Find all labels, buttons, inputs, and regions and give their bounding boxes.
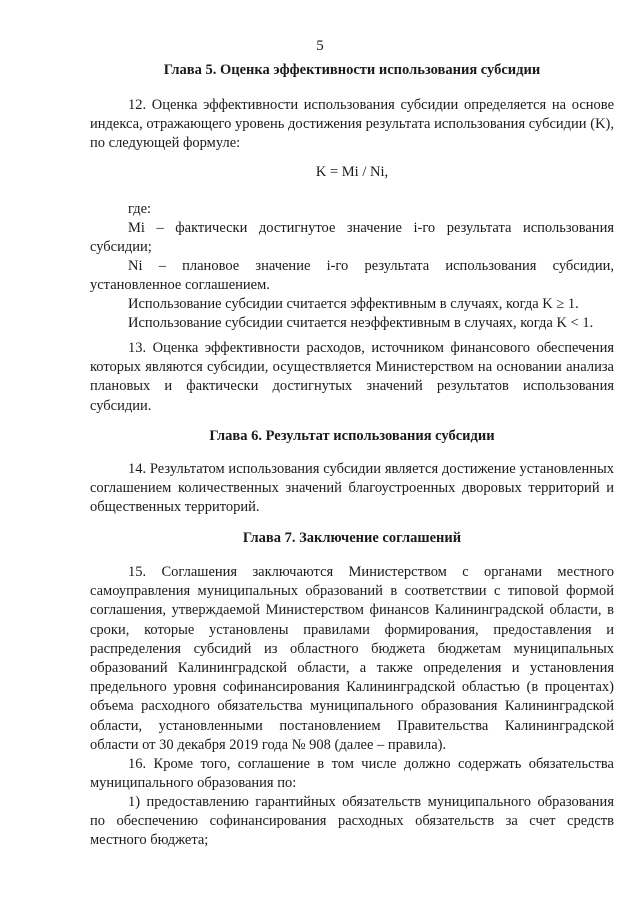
where-label: где: (128, 201, 152, 217)
mi-definition: Mi – фактически достигнутое значение i-го результата использования субсидии; (90, 220, 614, 256)
paragraph-16: 16. Кроме того, соглашение в том числе должно содержать обязательства муниципального образования по: (90, 756, 614, 792)
paragraph-14: 14. Результатом использования субсидии является достижение установленных соглашением количественных значений благоустроенных дворовых территорий и общественных территорий. (90, 461, 614, 516)
paragraph-12: 12. Оценка эффективности использования субсидии определяется на основе индекса, отражающего уровень достижения результата использования субсидии (K), по следующей формуле: (90, 97, 614, 152)
page-number: 5 (316, 38, 324, 54)
effective-condition: Использование субсидии считается эффективным в случаях, когда K ≥ 1. (128, 296, 579, 312)
paragraph-16-item-1: 1) предоставлению гарантийных обязательств муниципального образования по обеспечению софинансирования расходных обязательств за счет средств местного бюджета; (90, 794, 614, 849)
formula: K = Mi / Ni, (315, 164, 389, 180)
chapter-5-title: Глава 5. Оценка эффективности использования субсидии (163, 62, 541, 78)
ineffective-condition: Использование субсидии считается неэффективным в случаях, когда K < 1. (128, 315, 594, 331)
ni-definition: Ni – плановое значение i-го результата использования субсидии, установленное соглашением. (90, 258, 614, 294)
chapter-7-title: Глава 7. Заключение соглашений (242, 530, 462, 546)
paragraph-13: 13. Оценка эффективности расходов, источником финансового обеспечения которых являются субсидии, осуществляется Министерством на основании анализа плановых и фактически достигнутых значений результатов использования субсидии. (90, 340, 614, 414)
paragraph-15: 15. Соглашения заключаются Министерством с органами местного самоуправления муниципальных образований в соответствии с типовой формой соглашения, утверждаемой Министерством финансов Калининградской области, в сроки, которые установлены правилами формирования, предоставления и распределения субсидий из областного бюджета бюджетам муниципальных образований Калининградской области, а также определения и установления предельного уровня софинансирования Калининградской областью (в процентах) объема расходного обязательства муниципального образования Калининградской области, установленными постановлением Правительства Калининградской области от 30 декабря 2019 года № 908 (далее – правила). (90, 564, 614, 753)
chapter-6-title: Глава 6. Результат использования субсидии (209, 428, 495, 444)
